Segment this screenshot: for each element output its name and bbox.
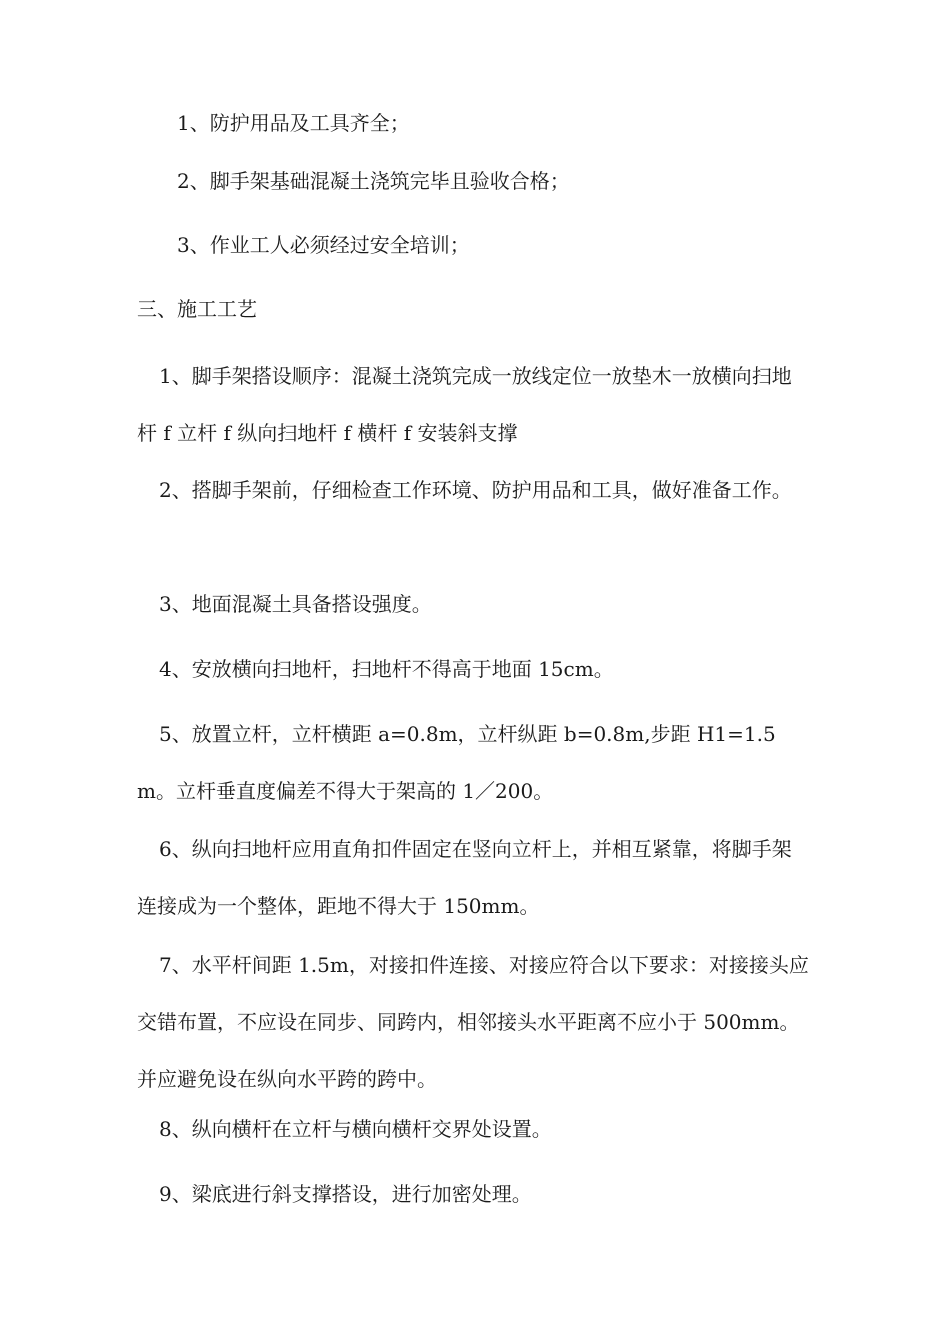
process-step-8: 8、纵向横杆在立杆与横向横杆交界处设置。 — [159, 1117, 552, 1141]
section-heading: 三、施工工艺 — [137, 297, 257, 321]
process-step-3: 3、地面混凝土具备搭设强度。 — [159, 592, 432, 616]
process-step-2: 2、搭脚手架前，仔细检查工作环境、防护用品和工具，做好准备工作。 — [159, 478, 792, 502]
process-step-1: 1、脚手架搭设顺序：混凝土浇筑完成一放线定位一放垫木一放横向扫地杆 f 立杆 f 纵向扫地杆 f 横杆 f 安装斜支撑 — [137, 364, 792, 445]
process-step-9: 9、梁底进行斜支撑搭设，进行加密处理。 — [159, 1182, 532, 1206]
requirement-item-3: 3、作业工人必须经过安全培训； — [177, 233, 470, 257]
requirement-item-2: 2、脚手架基础混凝土浇筑完毕且验收合格； — [177, 169, 570, 193]
process-step-4: 4、安放横向扫地杆，扫地杆不得高于地面 15cm。 — [159, 657, 614, 681]
requirement-item-1: 1、防护用品及工具齐全； — [177, 111, 410, 135]
process-step-5: 5、放置立杆，立杆横距 a=0.8m，立杆纵距 b=0.8m,步距 H1=1.5m。立杆垂直度偏差不得大于架高的 1／200。 — [137, 722, 776, 803]
process-step-6: 6、纵向扫地杆应用直角扣件固定在竖向立杆上，并相互紧靠，将脚手架连接成为一个整体，距地不得大于 150mm。 — [137, 837, 792, 918]
process-step-7: 7、水平杆间距 1.5m，对接扣件连接、对接应符合以下要求：对接接头应交错布置，不应设在同步、同跨内，相邻接头水平距离不应小于 500mm。并应避免设在纵向水平跨的跨中。 — [137, 953, 809, 1091]
